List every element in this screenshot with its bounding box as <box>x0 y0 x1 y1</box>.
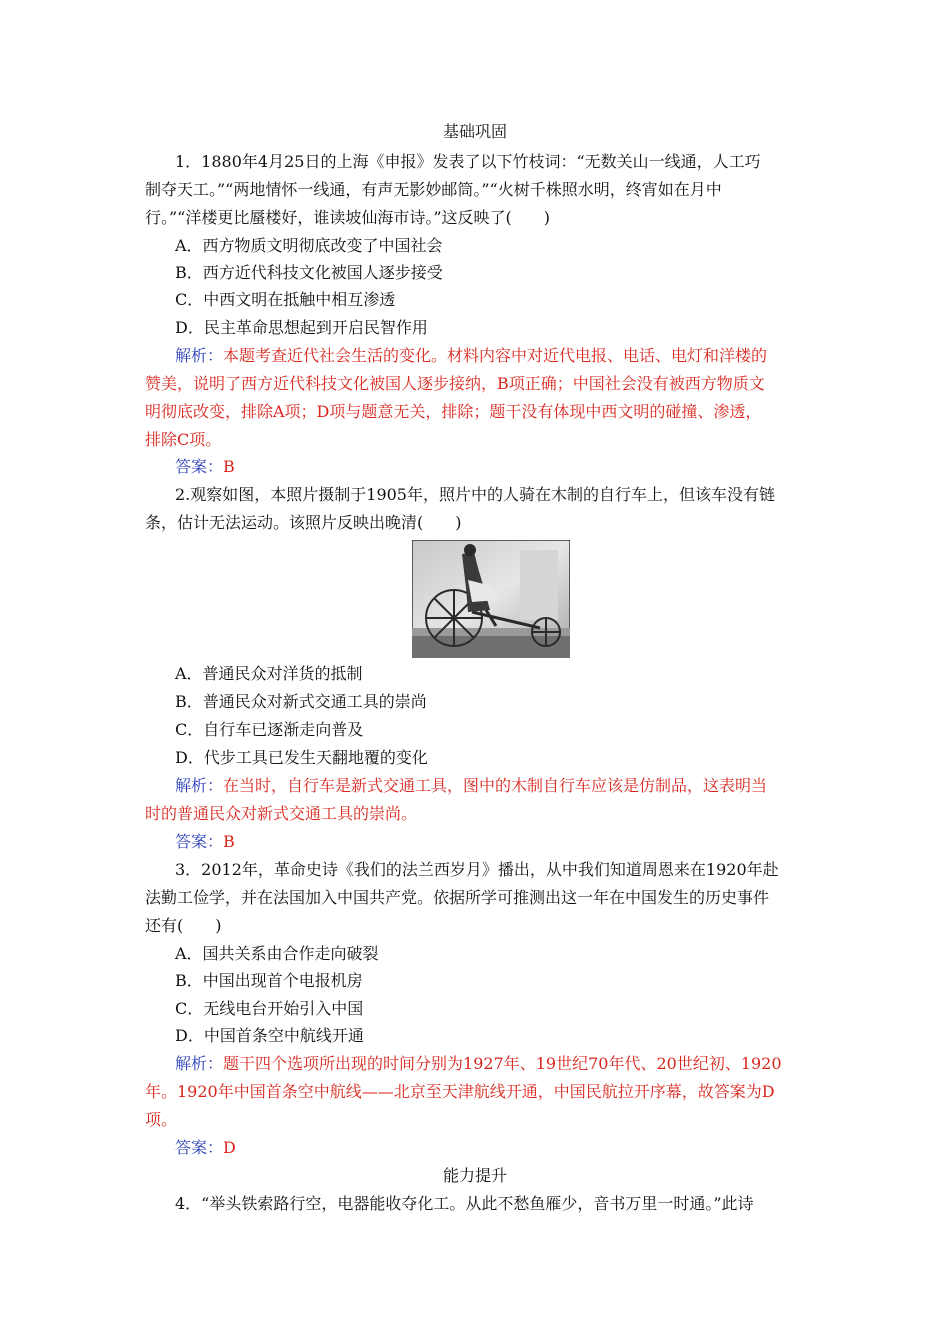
q2-stem-line: 条，估计无法运动。该照片反映出晚清( ) <box>145 513 462 532</box>
q3-answer <box>175 1138 236 1158</box>
q3-analysis-line: 项。 <box>145 1110 178 1129</box>
bicycle-photo <box>412 540 570 658</box>
q3-option-b: B．中国出现首个电报机房 <box>175 971 363 990</box>
analysis-label: 解析： <box>175 346 224 365</box>
q2-option-c: C．自行车已逐渐走向普及 <box>175 720 364 739</box>
q2-option-b: B．普通民众对新式交通工具的崇尚 <box>175 692 427 711</box>
section-title-advanced: 能力提升 <box>442 1166 507 1185</box>
analysis-text: 题干四个选项所出现的时间分别为1927年、19世纪70年代、20世纪初、1920 <box>223 1054 782 1073</box>
q3-option-c: C．无线电台开始引入中国 <box>175 999 364 1018</box>
q2-option-d: D．代步工具已发生天翻地覆的变化 <box>175 748 428 767</box>
answer-value: B <box>223 457 235 476</box>
q3-stem-line: 还有( ) <box>145 916 222 935</box>
q3-stem-line: 3．2012年，革命史诗《我们的法兰西岁月》播出，从中我们知道周恩来在1920年赴 <box>175 860 779 879</box>
q4-stem-line: 4．“举头铁索路行空，电器能收夺化工。从此不愁鱼雁少，音书万里一时通。”此诗 <box>175 1194 754 1213</box>
answer-label: 答案： <box>175 1138 224 1157</box>
q3-option-d: D．中国首条空中航线开通 <box>175 1026 364 1045</box>
q1-analysis-line: 排除C项。 <box>145 430 222 449</box>
q1-stem-line: 制夺天工。”“两地情怀一线通，有声无影妙邮筒。”“火树千株照水明，终宵如在月中 <box>145 180 722 199</box>
section-title-basic: 基础巩固 <box>442 122 507 141</box>
q3-stem-line: 法勤工俭学，并在法国加入中国共产党。依据所学可推测出这一年在中国发生的历史事件 <box>145 888 770 907</box>
small-wheel <box>532 618 560 646</box>
q3-option-a: A．国共关系由合作走向破裂 <box>175 944 379 963</box>
q2-analysis-line: 时的普通民众对新式交通工具的崇尚。 <box>145 804 418 823</box>
q1-stem-line: 1．1880年4月25日的上海《申报》发表了以下竹枝词：“无数关山一线通，人工巧 <box>175 152 761 171</box>
q1-option-d: D．民主革命思想起到开启民智作用 <box>175 318 428 337</box>
answer-label: 答案： <box>175 457 224 476</box>
q2-stem-line: 2.观察如图，本照片摄制于1905年，照片中的人骑在木制的自行车上，但该车没有链 <box>175 485 775 504</box>
answer-value: B <box>223 832 235 851</box>
answer-label: 答案： <box>175 832 224 851</box>
analysis-text: 在当时，自行车是新式交通工具，图中的木制自行车应该是仿制品，这表明当 <box>223 776 768 795</box>
q1-answer <box>175 457 235 477</box>
q1-option-a: A．西方物质文明彻底改变了中国社会 <box>175 236 443 255</box>
q2-analysis-line <box>175 776 767 796</box>
q3-analysis-line: 年。1920年中国首条空中航线——北京至天津航线开通，中国民航拉开序幕，故答案为D <box>145 1082 775 1101</box>
q1-stem-line: 行。”“洋楼更比蜃楼好，谁读坡仙海市诗。”这反映了( ) <box>145 208 551 227</box>
q2-option-a: A．普通民众对洋货的抵制 <box>175 664 363 683</box>
q1-analysis-line: 明彻底改变，排除A项；D项与题意无关，排除；题干没有体现中西文明的碰撞、渗透， <box>145 402 762 421</box>
q1-option-b: B．西方近代科技文化被国人逐步接受 <box>175 263 443 282</box>
q1-analysis-line <box>175 346 767 366</box>
q2-answer <box>175 832 235 852</box>
analysis-label: 解析： <box>175 1054 224 1073</box>
q3-analysis-line <box>175 1054 782 1074</box>
q1-option-c: C．中西文明在抵触中相互渗透 <box>175 290 396 309</box>
analysis-label: 解析： <box>175 776 224 795</box>
analysis-text: 本题考查近代社会生活的变化。材料内容中对近代电报、电话、电灯和洋楼的 <box>223 346 768 365</box>
answer-value: D <box>223 1138 236 1157</box>
q1-analysis-line: 赞美，说明了西方近代科技文化被国人逐步接纳，B项正确；中国社会没有被西方物质文 <box>145 374 765 393</box>
